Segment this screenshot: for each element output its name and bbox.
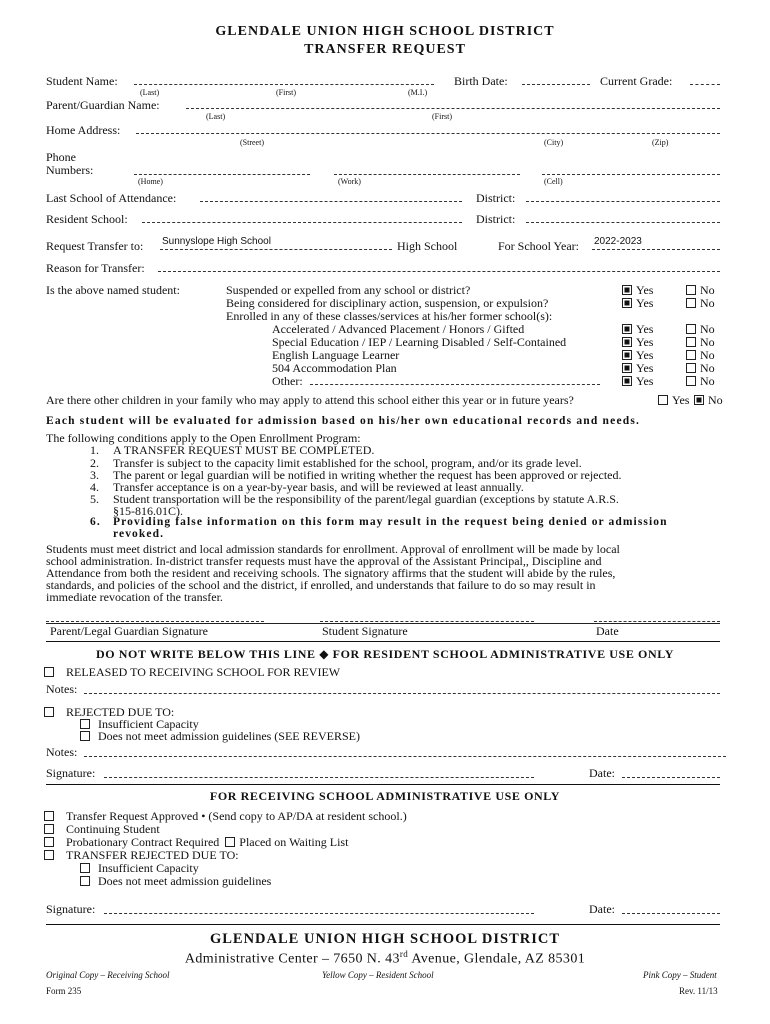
parent-name-field[interactable] bbox=[186, 99, 720, 109]
no-label: No bbox=[700, 296, 715, 310]
high-school-label: High School bbox=[397, 239, 458, 253]
date-field-1[interactable] bbox=[622, 768, 720, 778]
district-field-1[interactable] bbox=[526, 192, 720, 202]
status-q3: Enrolled in any of these classes/services at his/her former school(s): bbox=[226, 309, 553, 323]
condition-number: 1. bbox=[90, 443, 99, 457]
status-item: English Language Learner bbox=[272, 348, 400, 362]
school-year-value: 2022-2023 bbox=[594, 236, 642, 247]
signature-date-field[interactable] bbox=[594, 612, 720, 622]
no-label: No bbox=[700, 322, 715, 336]
transfer-rejected-label: TRANSFER REJECTED DUE TO: bbox=[66, 848, 239, 862]
date-label-2: Date: bbox=[589, 902, 615, 916]
yes-no-row: Yes bbox=[622, 296, 653, 311]
condition-item: The parent or legal guardian will be notified in writing whether the request has been approved or rejected. bbox=[113, 468, 622, 482]
current-grade-field[interactable] bbox=[690, 75, 720, 85]
parent-first-hint: (First) bbox=[432, 112, 452, 121]
siblings-question: Are there other children in your family who may apply to attend this school either this year or in future years? bbox=[46, 393, 574, 407]
resident-admin-heading: DO NOT WRITE BELOW THIS LINE ◆ FOR RESIDENT SCHOOL ADMINISTRATIVE USE ONLY bbox=[95, 647, 674, 661]
yes-no-row: Yes bbox=[622, 374, 653, 389]
yes-checkbox[interactable] bbox=[622, 298, 632, 308]
district-label-1: District: bbox=[476, 191, 516, 205]
rcv-insufficient-checkbox[interactable] bbox=[80, 863, 90, 873]
yes-checkbox[interactable] bbox=[622, 350, 632, 360]
no-checkbox[interactable] bbox=[686, 324, 696, 334]
no-label: No bbox=[700, 374, 715, 388]
parent-last-hint: (Last) bbox=[206, 112, 226, 121]
student-name-field[interactable] bbox=[134, 75, 434, 85]
yes-no-row: Yes bbox=[622, 283, 653, 298]
form-number: Form 235 bbox=[46, 986, 82, 996]
no-checkbox[interactable] bbox=[686, 363, 696, 373]
last-school-label: Last School of Attendance: bbox=[46, 191, 177, 205]
insufficient-checkbox[interactable] bbox=[80, 719, 90, 729]
other-field[interactable] bbox=[310, 375, 600, 385]
yes-no-row: Yes bbox=[622, 348, 653, 363]
yes-no-row: Yes bbox=[622, 361, 653, 376]
numbers-label: Numbers: bbox=[46, 163, 94, 177]
siblings-no-checkbox[interactable] bbox=[694, 395, 704, 405]
rcv-guidelines-checkbox[interactable] bbox=[80, 876, 90, 886]
no-label: No bbox=[700, 361, 715, 375]
section-divider bbox=[46, 784, 720, 785]
birth-date-label: Birth Date: bbox=[454, 74, 508, 88]
notes-label-2: Notes: bbox=[46, 745, 78, 759]
zip-hint: (Zip) bbox=[652, 138, 669, 147]
notes-label-1: Notes: bbox=[46, 682, 78, 696]
continuing-checkbox[interactable] bbox=[44, 824, 54, 834]
footer-district: GLENDALE UNION HIGH SCHOOL DISTRICT bbox=[209, 931, 561, 947]
approved-label: Transfer Request Approved • (Send copy to AP/DA at resident school.) bbox=[66, 809, 407, 823]
no-checkbox[interactable] bbox=[686, 298, 696, 308]
mi-hint: (M.I.) bbox=[408, 88, 428, 97]
date-label: Date bbox=[596, 624, 619, 638]
no-checkbox[interactable] bbox=[686, 376, 696, 386]
yes-checkbox[interactable] bbox=[622, 376, 632, 386]
home-address-label: Home Address: bbox=[46, 123, 121, 137]
rejected-checkbox[interactable] bbox=[44, 707, 54, 717]
parent-name-label: Parent/Guardian Name: bbox=[46, 98, 160, 112]
student-signature-field[interactable] bbox=[320, 612, 534, 622]
status-q1: Suspended or expelled from any school or district? bbox=[226, 283, 471, 297]
phone-label: Phone bbox=[46, 150, 76, 164]
paragraph-line: standards, and policies of the school and the district, if enrolled, and understands that failure to do so may result in bbox=[46, 578, 596, 592]
form-title: TRANSFER REQUEST bbox=[304, 42, 466, 57]
probationary-label: Probationary Contract Required bbox=[66, 835, 220, 849]
resident-school-label: Resident School: bbox=[46, 212, 128, 226]
section-divider bbox=[46, 641, 720, 642]
work-phone-field[interactable] bbox=[334, 165, 520, 175]
no-label: No bbox=[700, 335, 715, 349]
condition-number: 5. bbox=[90, 492, 99, 506]
paragraph-line: Attendance from both the resident and receiving schools. The signatory affirms that the student will abide by the rules, bbox=[46, 566, 616, 580]
last-school-field[interactable] bbox=[200, 192, 462, 202]
cell-phone-field[interactable] bbox=[542, 165, 720, 175]
current-grade-label: Current Grade: bbox=[600, 74, 673, 88]
no-label: No bbox=[700, 283, 715, 297]
home-hint: (Home) bbox=[138, 177, 163, 186]
guidelines-label: Does not meet admission guidelines (SEE REVERSE) bbox=[98, 729, 360, 743]
revision: Rev. 11/13 bbox=[679, 986, 718, 996]
home-phone-field[interactable] bbox=[134, 165, 310, 175]
no-checkbox[interactable] bbox=[686, 337, 696, 347]
conditions-intro: The following conditions apply to the Open Enrollment Program: bbox=[46, 431, 361, 445]
status-item: 504 Accommodation Plan bbox=[272, 361, 397, 375]
condition-item-cont: §15-816.01C). bbox=[113, 504, 183, 518]
approved-checkbox[interactable] bbox=[44, 811, 54, 821]
rcv-insufficient-label: Insufficient Capacity bbox=[98, 861, 199, 875]
insufficient-label: Insufficient Capacity bbox=[98, 717, 199, 731]
condition-item: Transfer is subject to the capacity limit established for the school, program, and/or its grade level. bbox=[113, 456, 582, 470]
school-year-label: For School Year: bbox=[498, 239, 580, 253]
status-label: Is the above named student: bbox=[46, 283, 180, 297]
yes-checkbox[interactable] bbox=[622, 363, 632, 373]
receiving-admin-heading: FOR RECEIVING SCHOOL ADMINISTRATIVE USE ONLY bbox=[209, 789, 561, 803]
condition-item: A TRANSFER REQUEST MUST BE COMPLETED. bbox=[113, 443, 375, 457]
condition-item: Transfer acceptance is on a year-by-year basis, and will be reviewed at least annually. bbox=[113, 480, 524, 494]
pink-copy: Pink Copy – Student bbox=[643, 970, 717, 980]
status-item: Accelerated / Advanced Placement / Honors / Gifted bbox=[272, 322, 525, 336]
cell-hint: (Cell) bbox=[544, 177, 563, 186]
city-hint: (City) bbox=[544, 138, 564, 147]
footer-address: Administrative Center – 7650 N. 43rd Avenue, Glendale, AZ 85301 bbox=[184, 949, 586, 967]
evaluation-statement: Each student will be evaluated for admission based on his/her own educational records and needs. bbox=[46, 415, 641, 427]
notes-field-1[interactable] bbox=[84, 684, 720, 694]
condition-number: 6. bbox=[90, 516, 101, 528]
siblings-no-label: No bbox=[708, 393, 723, 407]
original-copy: Original Copy – Receiving School bbox=[46, 970, 170, 980]
signature-label-1: Signature: bbox=[46, 766, 96, 780]
yellow-copy: Yellow Copy – Resident School bbox=[322, 970, 434, 980]
request-transfer-label: Request Transfer to: bbox=[46, 239, 144, 253]
yes-checkbox[interactable] bbox=[622, 285, 632, 295]
parent-signature-field[interactable] bbox=[46, 612, 264, 622]
paragraph-line: immediate revocation of the transfer. bbox=[46, 590, 223, 604]
last-hint: (Last) bbox=[140, 88, 160, 97]
rcv-guidelines-label: Does not meet admission guidelines bbox=[98, 874, 272, 888]
released-label: RELEASED TO RECEIVING SCHOOL FOR REVIEW bbox=[66, 665, 341, 679]
condition-item: Student transportation will be the responsibility of the parent/legal guardian (exceptions by statute A.R.S. bbox=[113, 492, 619, 506]
condition-6: Providing false information on this form may result in the request being denied or admission bbox=[113, 516, 668, 528]
street-hint: (Street) bbox=[240, 138, 264, 147]
status-q2: Being considered for disciplinary action, suspension, or expulsion? bbox=[226, 296, 549, 310]
condition-number: 3. bbox=[90, 468, 99, 482]
notes-field-2[interactable] bbox=[84, 747, 726, 757]
district-title: GLENDALE UNION HIGH SCHOOL DISTRICT bbox=[215, 24, 555, 39]
district-field-2[interactable] bbox=[526, 213, 720, 223]
probationary-checkbox[interactable] bbox=[44, 837, 54, 847]
paragraph-line: school administration. In-district transfer requests must have the approval of the Assistant Principal,, Discipline and bbox=[46, 554, 602, 568]
siblings-yes-checkbox[interactable] bbox=[658, 395, 668, 405]
first-hint: (First) bbox=[276, 88, 296, 97]
no-checkbox[interactable] bbox=[686, 285, 696, 295]
continuing-label: Continuing Student bbox=[66, 822, 160, 836]
student-signature-label: Student Signature bbox=[322, 624, 408, 638]
condition-number: 2. bbox=[90, 456, 99, 470]
district-label-2: District: bbox=[476, 212, 516, 226]
yes-no-row: Yes bbox=[622, 322, 653, 337]
birth-date-field[interactable] bbox=[522, 75, 590, 85]
yes-no-row: Yes bbox=[622, 335, 653, 350]
student-name-label: Student Name: bbox=[46, 74, 118, 88]
waiting-list-label: Placed on Waiting List bbox=[239, 835, 349, 849]
transfer-rejected-checkbox[interactable] bbox=[44, 850, 54, 860]
waiting-list-checkbox[interactable] bbox=[225, 837, 235, 847]
yes-checkbox[interactable] bbox=[622, 324, 632, 334]
date-label-1: Date: bbox=[589, 766, 615, 780]
home-address-field[interactable] bbox=[136, 124, 720, 134]
no-checkbox[interactable] bbox=[686, 350, 696, 360]
resident-school-field[interactable] bbox=[142, 213, 462, 223]
condition-6-cont: revoked. bbox=[113, 528, 165, 540]
siblings-yes-label: Yes bbox=[672, 393, 690, 407]
signature-label-2: Signature: bbox=[46, 902, 96, 916]
no-label: No bbox=[700, 348, 715, 362]
status-item-other: Other: bbox=[272, 374, 303, 388]
request-transfer-value: Sunnyslope High School bbox=[162, 236, 271, 247]
rejected-label: REJECTED DUE TO: bbox=[66, 705, 175, 719]
work-hint: (Work) bbox=[338, 177, 361, 186]
parent-signature-label: Parent/Legal Guardian Signature bbox=[50, 624, 208, 638]
section-divider bbox=[46, 924, 720, 925]
reason-label: Reason for Transfer: bbox=[46, 261, 145, 275]
released-checkbox[interactable] bbox=[44, 667, 54, 677]
yes-checkbox[interactable] bbox=[622, 337, 632, 347]
paragraph-line: Students must meet district and local admission standards for enrollment. Approval of enrollment will be made by local bbox=[46, 542, 620, 556]
signature-field-2[interactable] bbox=[104, 904, 534, 914]
condition-number: 4. bbox=[90, 480, 99, 494]
reason-field[interactable] bbox=[158, 262, 720, 272]
guidelines-checkbox[interactable] bbox=[80, 731, 90, 741]
signature-field-1[interactable] bbox=[104, 768, 534, 778]
status-item: Special Education / IEP / Learning Disabled / Self-Contained bbox=[272, 335, 567, 349]
date-field-2[interactable] bbox=[622, 904, 720, 914]
